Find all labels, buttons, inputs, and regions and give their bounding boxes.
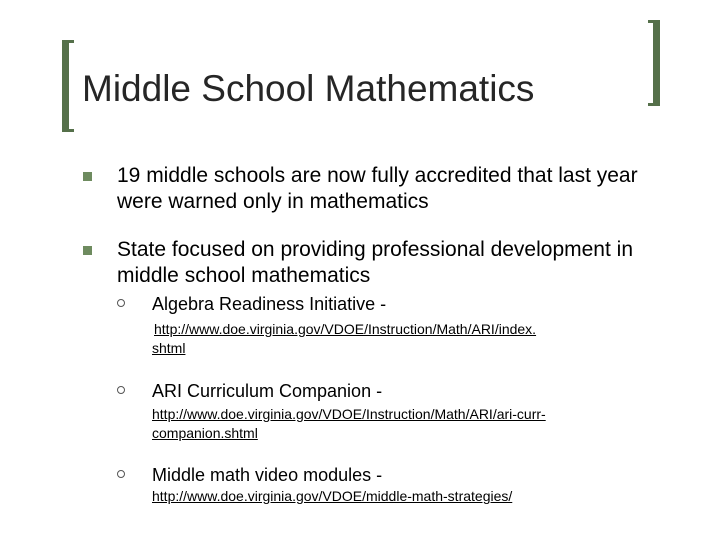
circle-bullet-icon [117,386,125,394]
bullet-line: were warned only in mathematics [117,190,429,213]
middle-math-strategies-link[interactable]: http://www.doe.virginia.gov/VDOE/middle-math-strategies/ [152,488,513,504]
circle-bullet-icon [117,299,125,307]
sub-bullet-label: ARI Curriculum Companion - [152,381,383,401]
ari-companion-link-continued[interactable]: companion.shtml [152,425,258,441]
sub-bullet-label: Middle math video modules - [152,465,383,485]
bullet-text [117,237,717,289]
bullet-line: middle school mathematics [117,264,371,287]
bullet-text [117,163,717,215]
slide-title: Middle School Mathematics [82,68,535,109]
ari-index-link-continued[interactable]: shtml [152,340,186,356]
square-bullet-icon [83,246,92,255]
title-bracket-right [648,20,660,106]
circle-bullet-icon [117,470,125,478]
ari-companion-link[interactable]: http://www.doe.virginia.gov/VDOE/Instruction/Math/ARI/ari-curr- [152,406,546,422]
bullet-line: 19 middle schools are now fully accredited that last year [117,164,638,187]
title-bracket-left [62,40,74,132]
sub-bullet-label: Algebra Readiness Initiative - [152,294,387,314]
ari-index-link[interactable]: http://www.doe.virginia.gov/VDOE/Instruction/Math/ARI/index. [154,321,537,337]
bullet-line: State focused on providing professional development in [117,238,633,261]
square-bullet-icon [83,172,92,181]
